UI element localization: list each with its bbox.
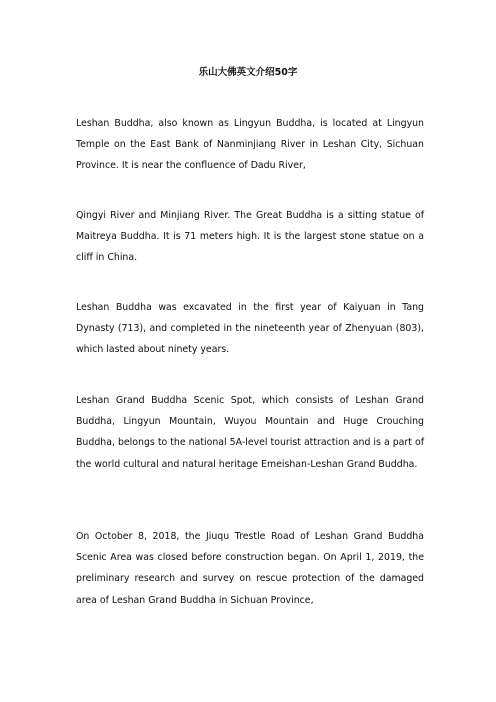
paragraph-statue: Qingyi River and Minjiang River. The Great Buddha is a sitting statue of Maitreya Buddha. It is 71 meters high. It is the largest stone statue on a cliff in China. <box>76 210 424 264</box>
paragraph-location: Leshan Buddha, also known as Lingyun Buddha, is located at Lingyun Temple on the East Bank of Nanminjiang River in Leshan City, Sichuan Province. It is near the confluence of Dadu River, <box>76 118 424 172</box>
paragraph-history: Leshan Buddha was excavated in the first year of Kaiyuan in Tang Dynasty (713), and completed in the nineteenth year of Zhenyuan (803), which lasted about ninety years. <box>76 302 424 356</box>
document-title: 乐山大佛英文介绍50字 <box>198 67 298 78</box>
paragraph-protection: On October 8, 2018, the Jiuqu Trestle Road of Leshan Grand Buddha Scenic Area was closed before construction began. On April 1, 2019, the preliminary research and survey on rescue protection of the damaged area of Leshan Grand Buddha in Sichuan Province, <box>76 531 424 606</box>
paragraph-scenic-spot: Leshan Grand Buddha Scenic Spot, which consists of Leshan Grand Buddha, Lingyun Mountain, Wuyou Mountain and Huge Crouching Buddha, belongs to the national 5A-level tourist attraction and is a part of the world cultural and natural heritage Emeishan-Leshan Grand Buddha. <box>76 395 424 470</box>
